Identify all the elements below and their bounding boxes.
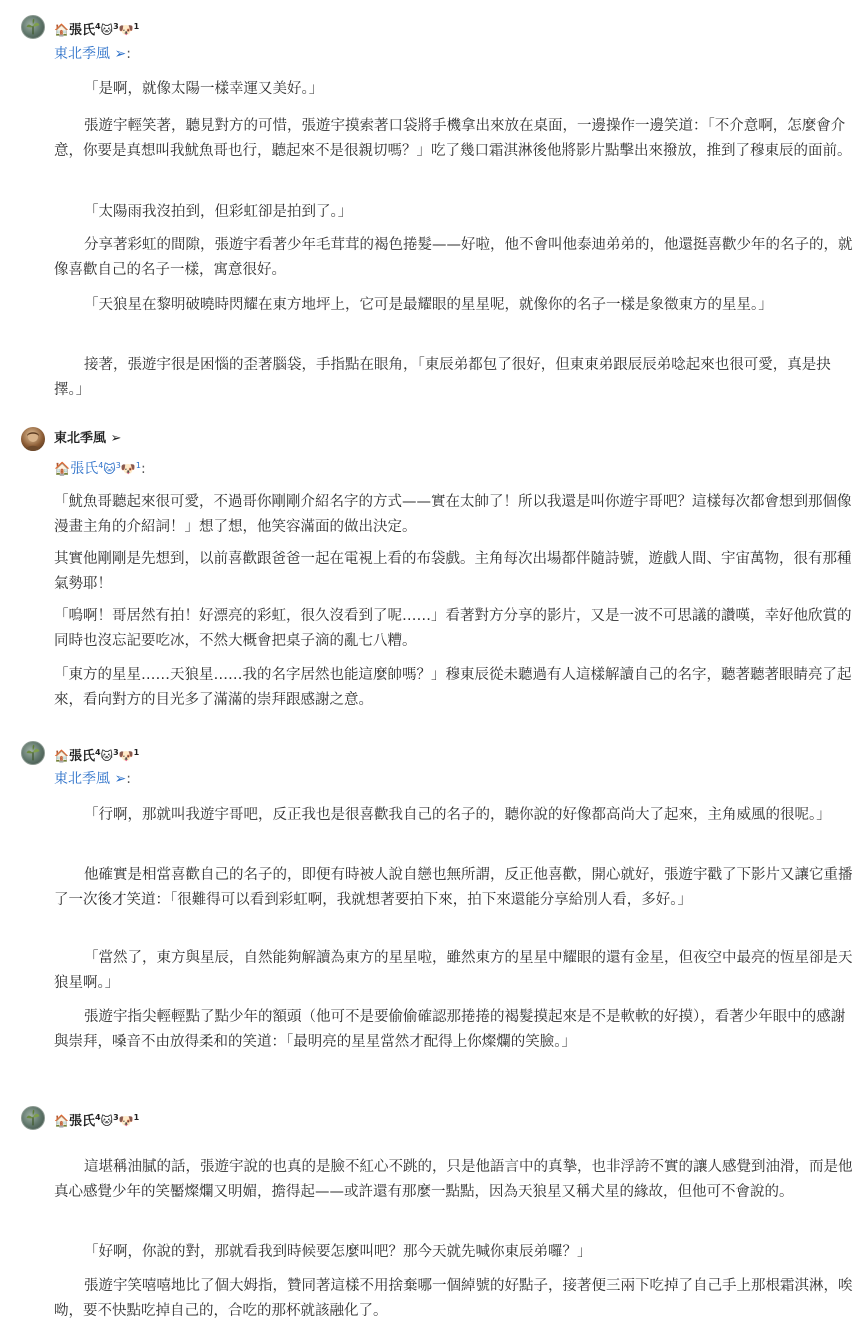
author-name: 張氏 [68,23,95,38]
reply-arrow-icon: ➢ [114,46,127,62]
house-icon: 🏠 [54,1114,69,1128]
avatar-zhang[interactable] [21,15,45,39]
reply-to-link[interactable] [54,456,146,476]
paragraph: 「當然了，東方與星辰，自然能夠解讀為東方的星星啦，雖然東方的星星中耀眼的還有金星，但夜空中最亮的恆星卻是天狼星啊。」 [54,950,853,991]
badge-count: 1 [133,1113,140,1122]
house-icon: 🏠 [54,462,71,477]
dog-icon: 🐶 [118,1114,134,1128]
reply-colon: : [126,771,131,787]
author-name: 張氏 [68,749,95,764]
dog-icon: 🐶 [118,23,134,37]
paragraph: 「太陽雨我沒拍到，但彩虹卻是拍到了。」 [84,204,353,220]
cat-icon: 🐱 [100,1114,114,1128]
reply-colon: : [126,46,131,62]
cat-icon: 🐱 [100,23,114,37]
avatar-portrait-icon [21,427,45,451]
paragraph: 「嗚啊！哥居然有拍！好漂亮的彩虹，很久沒看到了呢……」看著對方分享的影片，又是一波不可思議的讚嘆，幸好他欣賞的同時也沒忘記要吃冰，不然大概會把桌子滴的亂七八糟。 [54,608,852,649]
post-author[interactable] [54,17,139,37]
arrow-icon: ➢ [110,431,122,446]
paragraph: 「好啊，你說的對，那就看我到時候要怎麼叫吧？那今天就先喊你東辰弟囉？」 [84,1244,592,1260]
reply-to-name: 張氏 [70,461,99,477]
paragraph: 張遊宇輕笑著，聽見對方的可惜，張遊宇摸索著口袋將手機拿出來放在桌面，一邊操作一邊笑道：「不介意啊，怎麼會介意，你要是真想叫我魷魚哥也行，聽起來不是很親切嗎？」吃了幾口霜淇淋後他將影片點擊出來撥放，推到了穆東辰的面前。 [54,118,852,159]
paragraph: 「魷魚哥聽起來很可愛，不過哥你剛剛介紹名字的方式——實在太帥了！所以我還是叫你遊宇哥吧？這樣每次都會想到那個像漫畫主角的介紹詞！」想了想，他笑容滿面的做出決定。 [54,494,852,535]
badge-count: 4 [94,748,101,757]
reply-colon: : [140,461,146,477]
paragraph: 「是啊，就像太陽一樣幸運又美好。」 [84,81,324,97]
paragraph: 張遊宇笑嘻嘻地比了個大姆指，贊同著這樣不用捨棄哪一個綽號的好點子，接著便三兩下吃掉了自己手上那根霜淇淋，唉呦，要不快點吃掉自己的，合吃的那杯就該融化了。 [54,1278,853,1319]
dog-icon: 🐶 [120,462,136,476]
reply-to-link[interactable] [54,44,131,64]
avatar-zhang[interactable] [21,1106,45,1130]
badge-count: 4 [94,22,101,31]
paragraph: 接著，張遊宇很是困惱的歪著腦袋，手指點在眼角，「東辰弟都包了很好，但東東弟跟辰辰弟唸起來也很可愛，真是抉擇。」 [54,357,831,398]
paragraph: 他確實是相當喜歡自己的名子的，即便有時被人說自戀也無所謂，反正他喜歡，開心就好，張遊宇戳了下影片又讓它重播了一次後才笑道：「很難得可以看到彩虹啊，我就想著要拍下來，拍下來還能分享給別人看，多好。」 [54,867,853,908]
badge-count: 1 [133,748,140,757]
paragraph: 分享著彩虹的間隙，張遊宇看著少年毛茸茸的褐色捲髮——好啦，他不會叫他泰迪弟弟的，他還挺喜歡少年的名子的，就像喜歡自己的名子一樣，寓意很好。 [54,237,853,278]
house-icon: 🏠 [54,749,69,763]
avatar-zhang[interactable] [21,741,45,765]
post-author[interactable] [54,743,139,763]
badge-count: 3 [115,461,121,470]
badge-count: 3 [113,748,119,757]
badge-count: 1 [135,461,141,470]
badge-count: 3 [113,22,119,31]
reply-arrow-icon: ➢ [114,771,127,787]
post-author[interactable] [54,1108,139,1128]
avatar-plant-icon [22,1107,44,1129]
dog-icon: 🐶 [118,749,134,763]
paragraph: 這堪稱油膩的話，張遊宇說的也真的是臉不紅心不跳的，只是他語言中的真摯，也非浮誇不實的讓人感覺到油滑，而是他真心感覺少年的笑靨燦爛又明媚，擔得起——或許還有那麼一點點，因為天狼星又稱犬星的緣故，但他可不會說的。 [54,1159,853,1200]
house-icon: 🏠 [54,23,69,37]
author-name: 張氏 [68,1114,95,1129]
avatar-plant-icon [22,16,44,38]
reply-to-name: 東北季風 [54,771,110,787]
badge-count: 3 [113,1113,119,1122]
badge-count: 4 [94,1113,101,1122]
author-name: 東北季風 [54,431,107,446]
badge-count: 4 [98,461,104,470]
avatar-plant-icon [22,742,44,764]
avatar-dongbei[interactable] [21,427,45,451]
badge-count: 1 [133,22,140,31]
paragraph: 其實他剛剛是先想到，以前喜歡跟爸爸一起在電視上看的布袋戲。主角每次出場都伴隨詩號，遊戲人間、宇宙萬物，很有那種氣勢耶！ [54,551,852,592]
paragraph: 「行啊，那就叫我遊宇哥吧，反正我也是很喜歡我自己的名子的，聽你說的好像都高尚大了起來，主角威風的很呢。」 [84,807,831,823]
cat-icon: 🐱 [103,462,116,476]
paragraph: 「天狼星在黎明破曉時閃耀在東方地坪上，它可是最耀眼的星星呢，就像你的名子一樣是象徵東方的星星。」 [84,297,773,313]
paragraph: 張遊宇指尖輕輕點了點少年的額頭（他可不是要偷偷確認那捲捲的褐髮摸起來是不是軟軟的好摸），看著少年眼中的感謝與崇拜，嗓音不由放得柔和的笑道：「最明亮的星星當然才配得上你燦爛的笑臉。」 [54,1009,846,1050]
cat-icon: 🐱 [100,749,114,763]
reply-to-name: 東北季風 [54,46,110,62]
paragraph: 「東方的星星……天狼星……我的名字居然也能這麼帥嗎？」穆東辰從未聽過有人這樣解讀自己的名字，聽著聽著眼睛亮了起來，看向對方的目光多了滿滿的崇拜跟感謝之意。 [54,667,852,708]
post-author[interactable] [54,429,121,449]
reply-to-link[interactable] [54,769,131,789]
